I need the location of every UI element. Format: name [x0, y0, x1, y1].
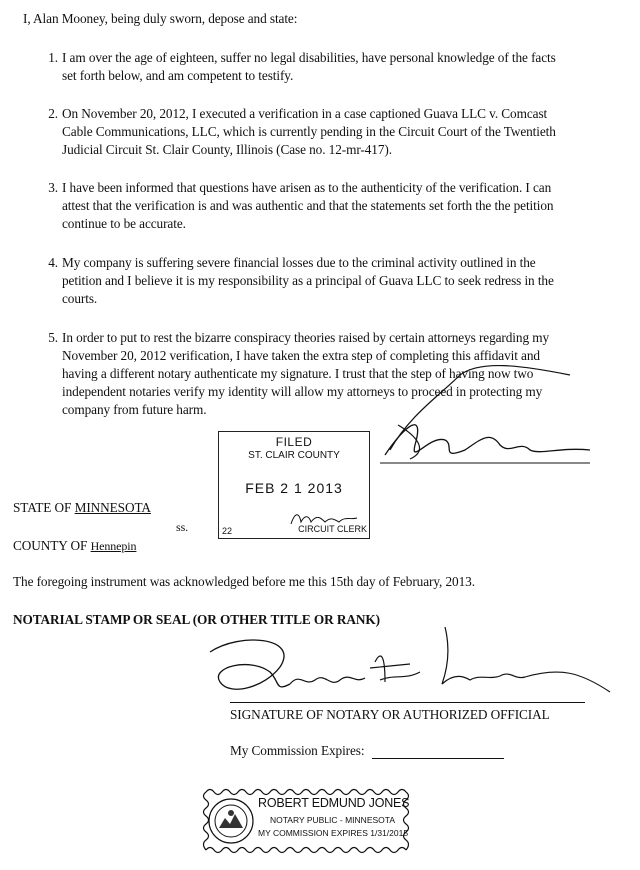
paragraph-line: set forth below, and am competent to testify.	[62, 68, 294, 83]
paragraph-line: Judicial Circuit St. Clair County, Illinois (Case no. 12-mr-417).	[62, 142, 392, 157]
paragraph-number: 3.	[48, 180, 58, 195]
paragraph-line: I have been informed that questions have arisen as to the authenticity of the verification. I can	[62, 180, 552, 195]
state-line	[13, 499, 151, 517]
notary-seal	[200, 784, 415, 856]
paragraph-number: 5.	[48, 330, 58, 345]
intro-statement: I, Alan Mooney, being duly sworn, depose and state:	[23, 11, 298, 26]
paragraph-line: having a different notary authenticate my signature. I trust that the step of having now two	[62, 366, 534, 381]
paragraph-number: 4.	[48, 255, 58, 270]
filed-stamp-date: FEB 2 1 2013	[245, 480, 343, 496]
notarial-heading: NOTARIAL STAMP OR SEAL (OR OTHER TITLE OR RANK)	[13, 612, 380, 627]
notary-title: NOTARY PUBLIC - MINNESOTA	[270, 815, 396, 825]
paragraph-line: courts.	[62, 291, 98, 306]
paragraph-2	[40, 105, 600, 159]
county-label: COUNTY OF	[13, 538, 88, 553]
filed-stamp	[218, 431, 370, 539]
paragraph-line: attest that the verification is and was authentic and that the statements set forth the the petition	[62, 198, 554, 213]
paragraph-line: In order to put to rest the bizarre conspiracy theories raised by certain attorneys regarding my	[62, 330, 550, 345]
notary-expiration: MY COMMISSION EXPIRES 1/31/2015	[258, 828, 409, 838]
notary-signature	[180, 622, 620, 704]
paragraph-4	[40, 254, 600, 308]
notary-name: ROBERT EDMUND JONES	[258, 796, 410, 810]
paragraph-line: My company is suffering severe financial losses due to the criminal activity outlined in the	[62, 255, 536, 270]
signature-line	[230, 702, 585, 703]
paragraph-line: Cable Communications, LLC, which is currently pending in the Circuit Court of the Twentieth	[62, 124, 556, 139]
paragraph-line: November 20, 2012 verification, I have taken the extra step of completing this affidavit and	[62, 348, 540, 363]
acknowledgment: The foregoing instrument was acknowledged before me this 15th day of February, 2013.	[13, 574, 475, 589]
paragraph-line: On November 20, 2012, I executed a verification in a case captioned Guava LLC v. Comcast	[62, 106, 548, 121]
commission-label: My Commission Expires:	[230, 743, 365, 758]
paragraph-line: company from future harm.	[62, 402, 207, 417]
paragraph-3	[40, 179, 600, 233]
affiant-signature	[370, 355, 600, 475]
ss-label: ss.	[176, 520, 189, 534]
circuit-clerk-label: CIRCUIT CLERK	[298, 524, 367, 534]
county-value: Hennepin	[90, 539, 137, 553]
filed-stamp-title: FILED	[275, 435, 313, 449]
state-value: MINNESOTA	[74, 500, 151, 515]
filed-stamp-county: ST. CLAIR COUNTY	[248, 450, 340, 461]
paragraph-number: 1.	[48, 50, 58, 65]
filed-stamp-number: 22	[222, 526, 233, 536]
paragraph-1	[40, 49, 600, 85]
county-line	[13, 537, 136, 555]
paragraph-line: I am over the age of eighteen, suffer no legal disabilities, have personal knowledge of the facts	[62, 50, 556, 65]
signature-caption: SIGNATURE OF NOTARY OR AUTHORIZED OFFICIAL	[230, 707, 550, 722]
commission-blank-line	[372, 758, 504, 759]
state-label: STATE OF	[13, 500, 72, 515]
paragraph-line: independent notaries verify my identity will allow my attorneys to proceed in protecting my	[62, 384, 543, 399]
paragraph-number: 2.	[48, 106, 58, 121]
paragraph-line: petition and I believe it is my responsibility as a principal of Guava LLC to seek redress in the	[62, 273, 554, 288]
paragraph-line: continue to be accurate.	[62, 216, 186, 231]
